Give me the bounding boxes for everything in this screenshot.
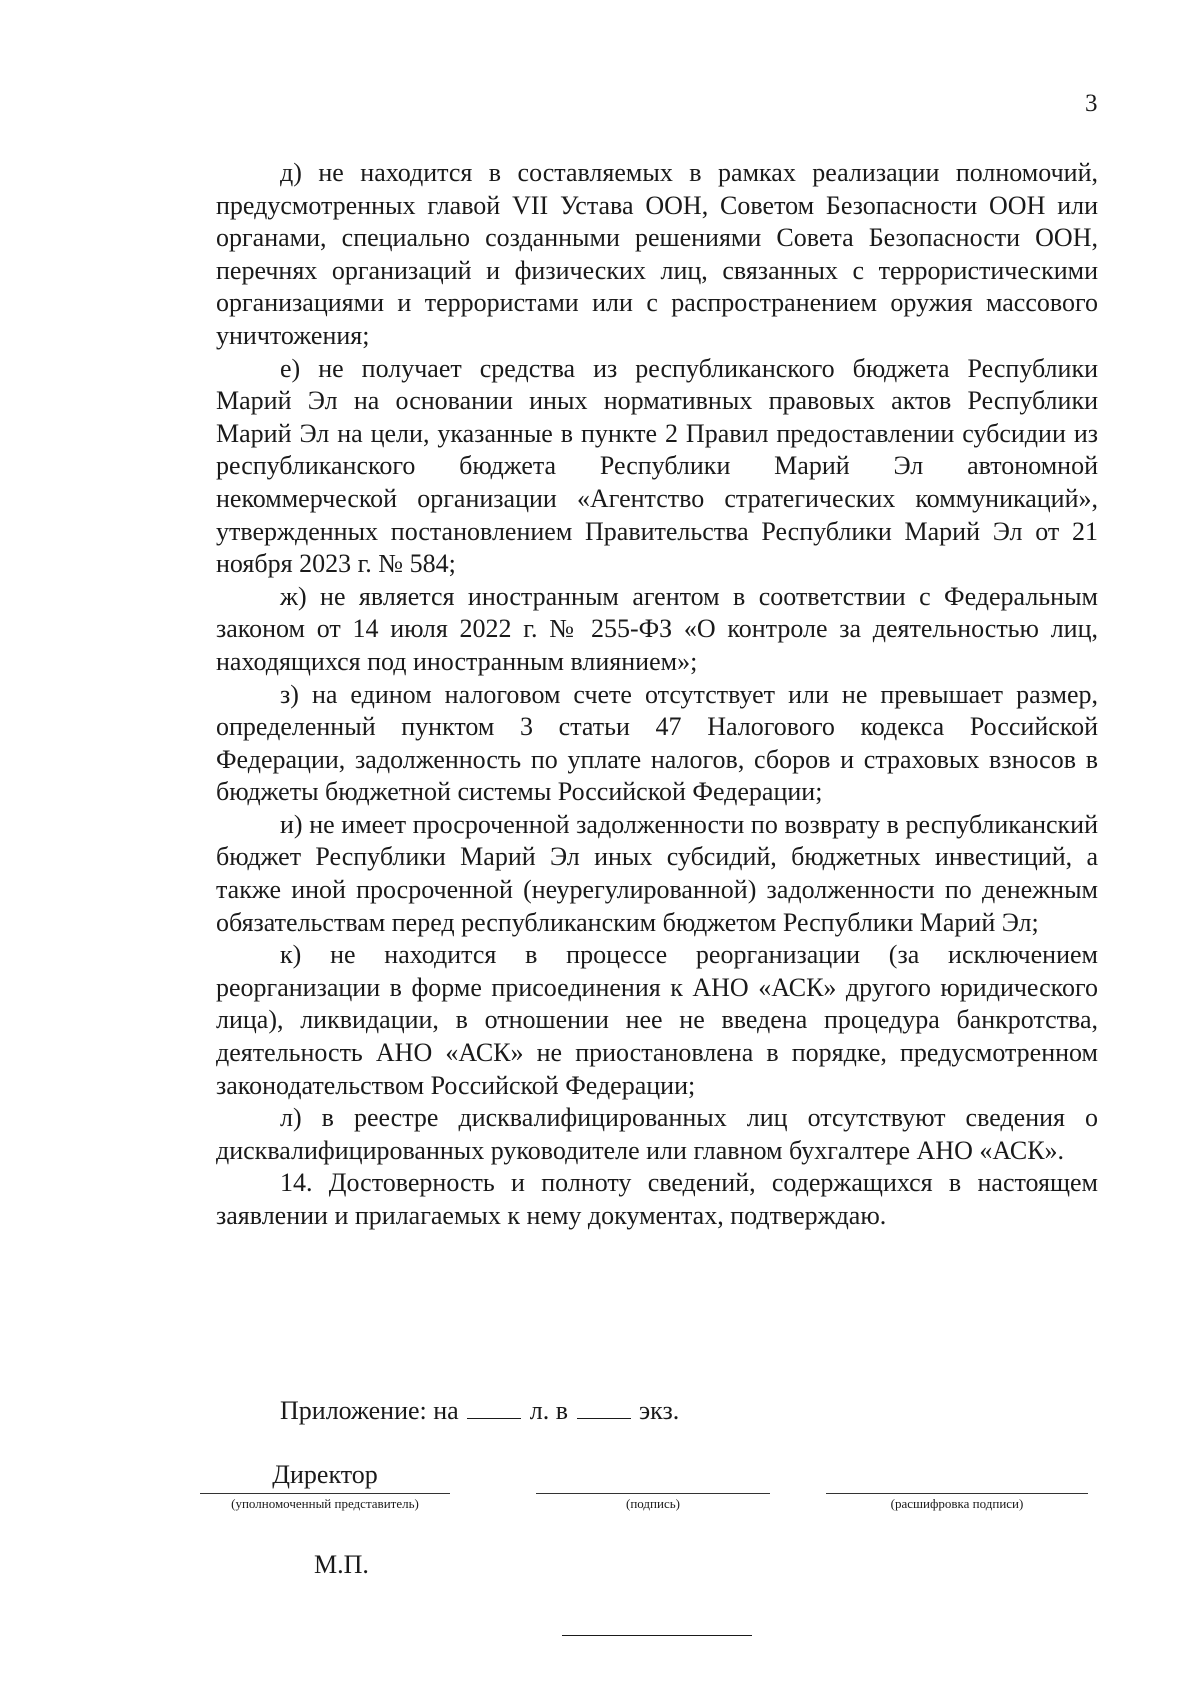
seal-place: М.П. — [314, 1550, 369, 1579]
decoding-caption: (расшифровка подписи) — [890, 1496, 1024, 1511]
end-divider — [562, 1635, 752, 1636]
paragraph-z: з) на едином налоговом счете отсутствует или не превышает размер, определенный пунктом 3 статьи 47 Налогового кодекса Российской Федерации, задолженность по уплате налогов, сборов и страховых взносов в бюджеты бюджетной системы Российской Федерации; — [216, 679, 1098, 807]
document-body — [216, 157, 1098, 1233]
sheets-blank — [467, 1398, 521, 1419]
representative-value: Директор — [200, 1457, 450, 1494]
appendix-prefix: Приложение: на — [280, 1396, 459, 1425]
paragraph-i: и) не имеет просроченной задолженности по возврату в республиканский бюджет Республики Марий Эл иных субсидий, бюджетных инвестиций, а также иной просроченной (неурегулированной) задолженности по денежным обязательствам перед республиканским бюджетом Республики Марий Эл; — [216, 809, 1098, 937]
appendix-suffix: экз. — [639, 1396, 680, 1425]
paragraph-l: л) в реестре дисквалифицированных лиц отсутствуют сведения о дисквалифицированных руководителе или главном бухгалтере АНО «АСК». — [216, 1103, 1098, 1165]
representative-field — [200, 1457, 450, 1512]
paragraph-e: е) не получает средства из республиканского бюджета Республики Марий Эл на основании иных нормативных правовых актов Республики Марий Эл на цели, указанные в пункте 2 Правил предоставлении субсидии из республиканского бюджета Республики Марий Эл автономной некоммерческой организации «Агентство стратегических коммуникаций», утвержденных постановлением Правительства Республики Марий Эл от 21 ноября 2023 г. № 584; — [216, 353, 1098, 579]
copies-blank — [577, 1398, 631, 1419]
paragraph-k: к) не находится в процессе реорганизации (за исключением реорганизации в форме присоединения к АНО «АСК» другого юридического лица), ликвидации, в отношении нее не введена процедура банкротства, деятельность АНО «АСК» не приостановлена в порядке, предусмотренном законодательством Российской Федерации; — [216, 940, 1098, 1100]
decoding-field — [826, 1457, 1088, 1512]
signature-caption: (подпись) — [626, 1496, 680, 1511]
decoding-value — [826, 1457, 1088, 1494]
signature-value — [536, 1457, 770, 1494]
appendix-line — [280, 1396, 679, 1426]
paragraph-zh: ж) не является иностранным агентом в соответствии с Федеральным законом от 14 июля 2022 г. № 255-ФЗ «О контроле за деятельностью лиц, находящихся под иностранным влиянием»; — [216, 581, 1098, 676]
signature-block — [200, 1457, 1100, 1517]
paragraph-14: 14. Достоверность и полноту сведений, содержащихся в настоящем заявлении и прилагаемых к нему документах, подтверждаю. — [216, 1168, 1098, 1230]
paragraph-d: д) не находится в составляемых в рамках реализации полномочий, предусмотренных главой VII Устава ООН, Советом Безопасности ООН или органами, специально созданными решениями Совета Безопасности ООН, перечнях организаций и физических лиц, связанных с террористическими организациями и террористами или с распространением оружия массового уничтожения; — [216, 158, 1098, 350]
page-number: 3 — [1085, 90, 1098, 117]
signature-field — [536, 1457, 770, 1512]
appendix-middle: л. в — [529, 1396, 568, 1425]
representative-caption: (уполномоченный представитель) — [231, 1496, 419, 1511]
